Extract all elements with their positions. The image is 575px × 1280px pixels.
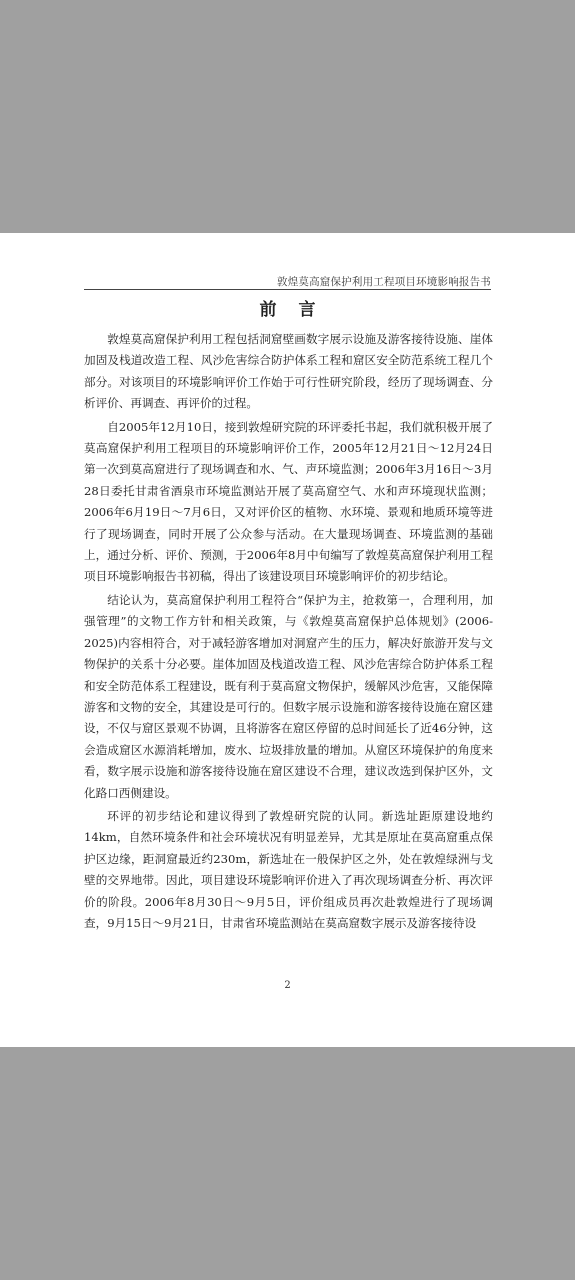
page-number: 2 bbox=[284, 980, 291, 991]
paragraph-3: 结论认为，莫高窟保护利用工程符合“保护为主，抢救第一，合理利用，加强管理”的文物工作方针和相关政策，与《敦煌莫高窟保护总体规划》(2006-2025)内容相符合，对于减轻游客增加对洞窟产生的压力，解决好旅游开发与文物保护的关系十分必要。崖体加固及栈道改造工程、风沙危害综合防护体系工程和安全防范体系工程建设，既有利于莫高窟文物保护，缓解风沙危害，又能保障游客和文物的安全，其建设是可行的。但数字展示设施和游客接待设施在窟区建设，不仅与窟区景观不协调，且将游客在窟区停留的总时间延长了近46分钟，这会造成窟区水源消耗增加，废水、垃圾排放量的增加。从窟区环境保护的角度来看，数字展示设施和游客接待设施在窟区建设不合理，建议改选到保护区外，文化路口西侧建设。 bbox=[84, 592, 493, 800]
paragraph-2: 自2005年12月10日，接到敦煌研究院的环评委托书起，我们就积极开展了莫高窟保护利用工程项目的环境影响评价工作，2005年12月21日～12月24日第一次到莫高窟进行了现场调查和水、气、声环境监测；2006年3月16日～3月28日委托甘肃省酒泉市环境监测站开展了莫高窟空气、水和声环境现状监测；2006年6月19日～7月6日，又对评价区的植物、水环境、景观和地质环境等进行了现场调查，同时开展了公众参与活动。在大量现场调查、环境监测的基础上，通过分析、评价、预测，于2006年8月中旬编写了敦煌莫高窟保护利用工程项目环境影响报告书初稿，得出了该建设项目环境影响评价的初步结论。 bbox=[84, 419, 493, 584]
paragraph-4: 环评的初步结论和建议得到了敦煌研究院的认同。新选址距原建设地约14km，自然环境条件和社会环境状况有明显差异，尤其是原址在莫高窟重点保护区边缘，距洞窟最近约230m，新选址在一般保护区之外，处在敦煌绿洲与戈壁的交界地带。因此，项目建设环境影响评价进入了再次现场调查分析、再次评价的阶段。2006年8月30日～9月5日，评价组成员再次赴敦煌进行了现场调查，9月15日～9月21日，甘肃省环境监测站在莫高窟数字展示及游客接待设 bbox=[84, 808, 493, 930]
header-rule bbox=[84, 289, 491, 290]
page-title: 前言 bbox=[259, 300, 338, 320]
paragraph-1: 敦煌莫高窟保护利用工程包括洞窟壁画数字展示设施及游客接待设施、崖体加固及栈道改造工程、风沙危害综合防护体系工程和窟区安全防范系统工程几个部分。对该项目的环境影响评价工作始于可行性研究阶段，经历了现场调查、分析评价、再调查、再评价的过程。 bbox=[84, 332, 493, 411]
running-header: 敦煌莫高窟保护利用工程项目环境影响报告书 bbox=[277, 276, 491, 288]
body-text bbox=[84, 329, 493, 934]
document-page bbox=[0, 233, 575, 1047]
